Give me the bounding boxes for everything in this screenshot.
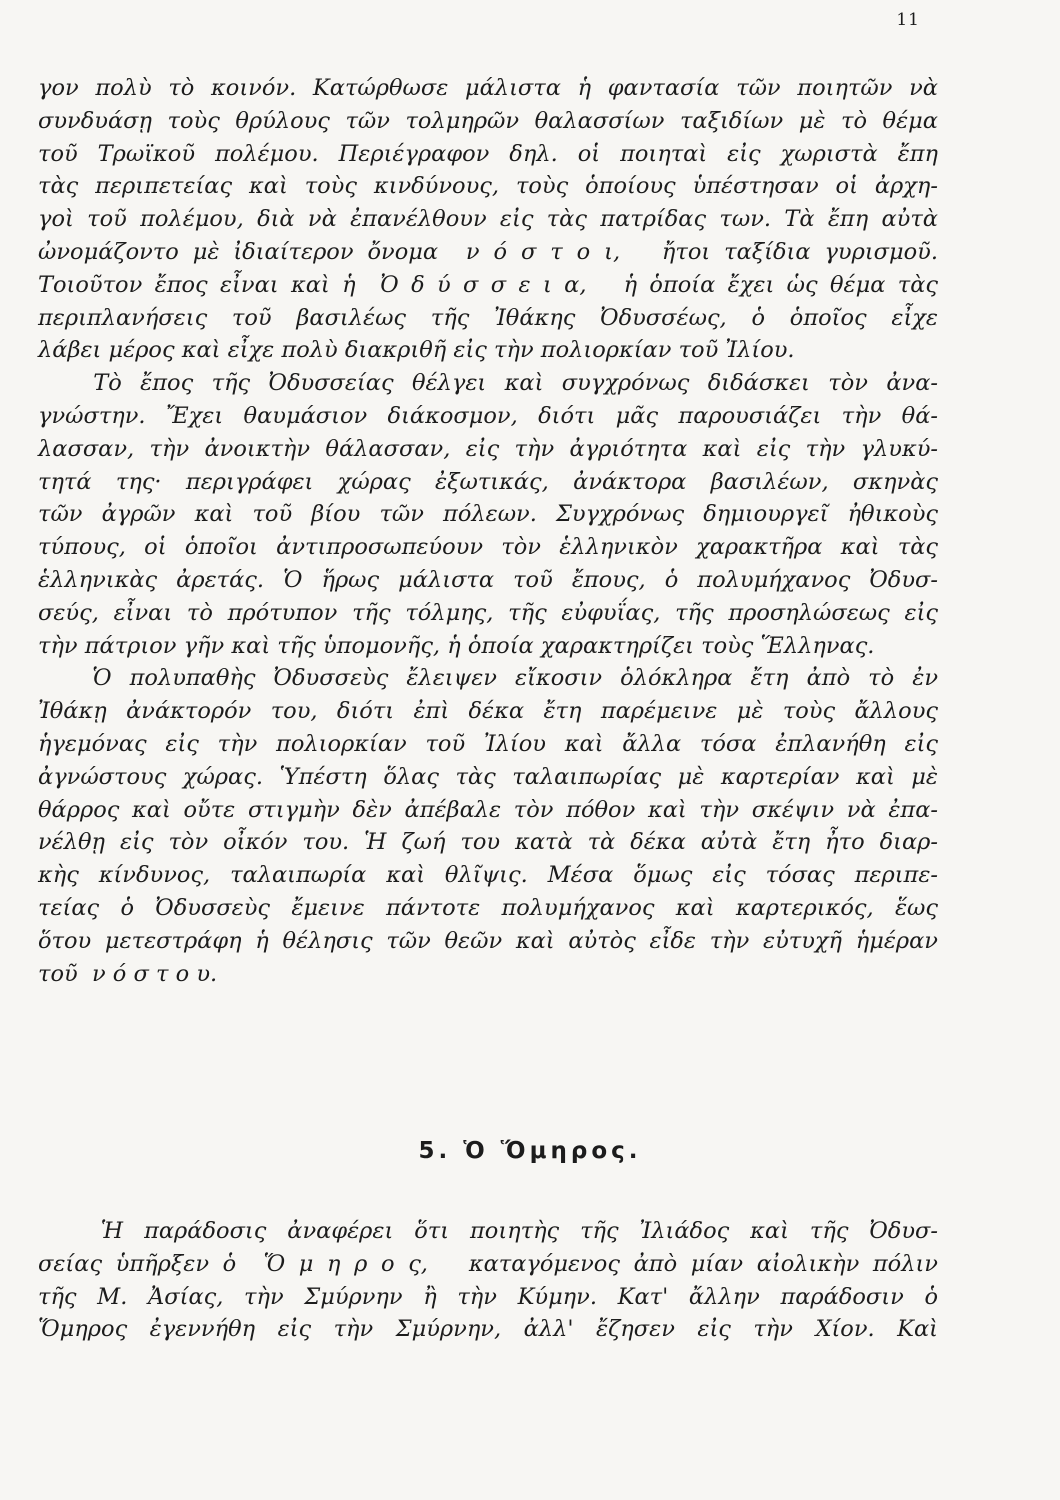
text-line: τὰς περιπετείας καὶ τοὺς κινδύνους, τοὺς ὁποίους ὑπέστησαν οἱ ἀρχη- [38,173,938,200]
text-line: τοῦ Τρωϊκοῦ πολέμου. Περιέγραφον δηλ. οἱ ποιηταὶ εἰς χωριστὰ ἔπη [38,140,938,167]
text-line: Τὸ ἔπος τῆς Ὀδυσσείας θέλγει καὶ συγχρόνως διδάσκει τὸν ἀνα- [38,370,938,397]
text-line: Ἰθάκῃ ἀνάκτορόν του, διότι ἐπὶ δέκα ἔτη παρέμεινε μὲ τοὺς ἄλλους [38,698,938,725]
text-line: νέλθῃ εἰς τὸν οἶκόν του. Ἡ ζωή του κατὰ τὰ δέκα αὐτὰ ἔτη ἦτο διαρ- [38,829,938,856]
text-line: τῶν ἀγρῶν καὶ τοῦ βίου τῶν πόλεων. Συγχρόνως δημιουργεῖ ἠθικοὺς [38,501,938,528]
text-line: Ὁ πολυπαθὴς Ὀδυσσεὺς ἔλειψεν εἴκοσιν ὁλόκληρα ἔτη ἀπὸ τὸ ἐν [38,665,938,692]
text-line: συνδυάσῃ τοὺς θρύλους τῶν τολμηρῶν θαλασσίων ταξιδίων μὲ τὸ θέμα [38,107,938,134]
text-line: ἑλληνικὰς ἀρετάς. Ὁ ἥρως μάλιστα τοῦ ἔπους, ὁ πολυμήχανος Ὀδυσ- [38,566,938,593]
text-line: γοὶ τοῦ πολέμου, διὰ νὰ ἐπανέλθουν εἰς τὰς πατρίδας των. Τὰ ἔπη αὐτὰ [38,206,938,233]
text-line: τὴν πάτριον γῆν καὶ τῆς ὑπομονῆς, ἡ ὁποία χαρακτηρίζει τοὺς Ἕλληνας. [38,632,875,659]
text-line: λασσαν, τὴν ἀνοικτὴν θάλασσαν, εἰς τὴν ἀγριότητα καὶ εἰς τὴν γλυκύ- [38,435,938,462]
text-line: ὠνομάζοντο μὲ ἰδιαίτερον ὄνομα ν ό σ τ ο ι, ἤτοι ταξίδια γυρισμοῦ. [38,238,938,265]
text-line: ἡγεμόνας εἰς τὴν πολιορκίαν τοῦ Ἰλίου καὶ ἄλλα τόσα ἐπλανήθη εἰς [38,730,938,757]
body-text-lower [38,1215,938,1346]
text-line: τητά της· περιγράφει χώρας ἐξωτικάς, ἀνάκτορα βασιλέων, σκηνὰς [38,468,938,495]
text-line: περιπλανήσεις τοῦ βασιλέως τῆς Ἰθάκης Ὀδυσσέως, ὁ ὁποῖος εἶχε [38,304,938,331]
text-line: σείας ὑπῆρξεν ὁ Ὅ μ η ρ ο ς, καταγόμενος ἀπὸ μίαν αἰολικὴν πόλιν [38,1250,938,1277]
text-line: Ὅμηρος ἐγεννήθη εἰς τὴν Σμύρνην, ἀλλ' ἔζησεν εἰς τὴν Χίον. Καὶ [38,1316,938,1343]
text-line: σεύς, εἶναι τὸ πρότυπον τῆς τόλμης, τῆς εὐφυΐας, τῆς προσηλώσεως εἰς [38,599,938,626]
text-line: ὅτου μετεστράφη ἡ θέλησις τῶν θεῶν καὶ αὐτὸς εἶδε τὴν εὐτυχῆ ἡμέραν [38,927,938,954]
text-line: ἀγνώστους χώρας. Ὑπέστη ὅλας τὰς ταλαιπωρίας μὲ καρτερίαν καὶ μὲ [38,763,938,790]
text-line: τοῦ ν ό σ τ ο υ. [38,960,218,987]
section-heading: 5. Ὁ Ὅμηρος. [418,1138,642,1164]
text-line: γνώστην. Ἔχει θαυμάσιον διάκοσμον, διότι μᾶς παρουσιάζει τὴν θά- [38,402,938,429]
page-number: 11 [896,10,920,30]
text-line: τύπους, οἱ ὁποῖοι ἀντιπροσωπεύουν τὸν ἑλληνικὸν χαρακτῆρα καὶ τὰς [38,534,938,561]
text-line: θάρρος καὶ οὔτε στιγμὴν δὲν ἀπέβαλε τὸν πόθον καὶ τὴν σκέψιν νὰ ἐπα- [38,796,938,823]
text-line: τῆς Μ. Ἀσίας, τὴν Σμύρνην ἢ τὴν Κύμην. Κατ' ἄλλην παράδοσιν ὁ [38,1283,938,1310]
body-text-upper [38,72,938,990]
text-line: γον πολὺ τὸ κοινόν. Κατώρθωσε μάλιστα ἡ φαντασία τῶν ποιητῶν νὰ [38,75,938,101]
text-line: Ἡ παράδοσις ἀναφέρει ὅτι ποιητὴς τῆς Ἰλιάδος καὶ τῆς Ὀδυσ- [38,1218,938,1244]
text-line: τείας ὁ Ὀδυσσεὺς ἔμεινε πάντοτε πολυμήχανος καὶ καρτερικός, ἕως [38,894,938,921]
text-line: κὴς κίνδυνος, ταλαιπωρία καὶ θλῖψις. Μέσα ὅμως εἰς τόσας περιπε- [38,862,938,889]
text-line: λάβει μέρος καὶ εἶχε πολὺ διακριθῆ εἰς τὴν πολιορκίαν τοῦ Ἰλίου. [38,337,795,364]
text-line: Τοιοῦτον ἔπος εἶναι καὶ ἡ Ὀ δ ύ σ σ ε ι α, ἡ ὁποία ἔχει ὡς θέμα τὰς [38,271,938,298]
